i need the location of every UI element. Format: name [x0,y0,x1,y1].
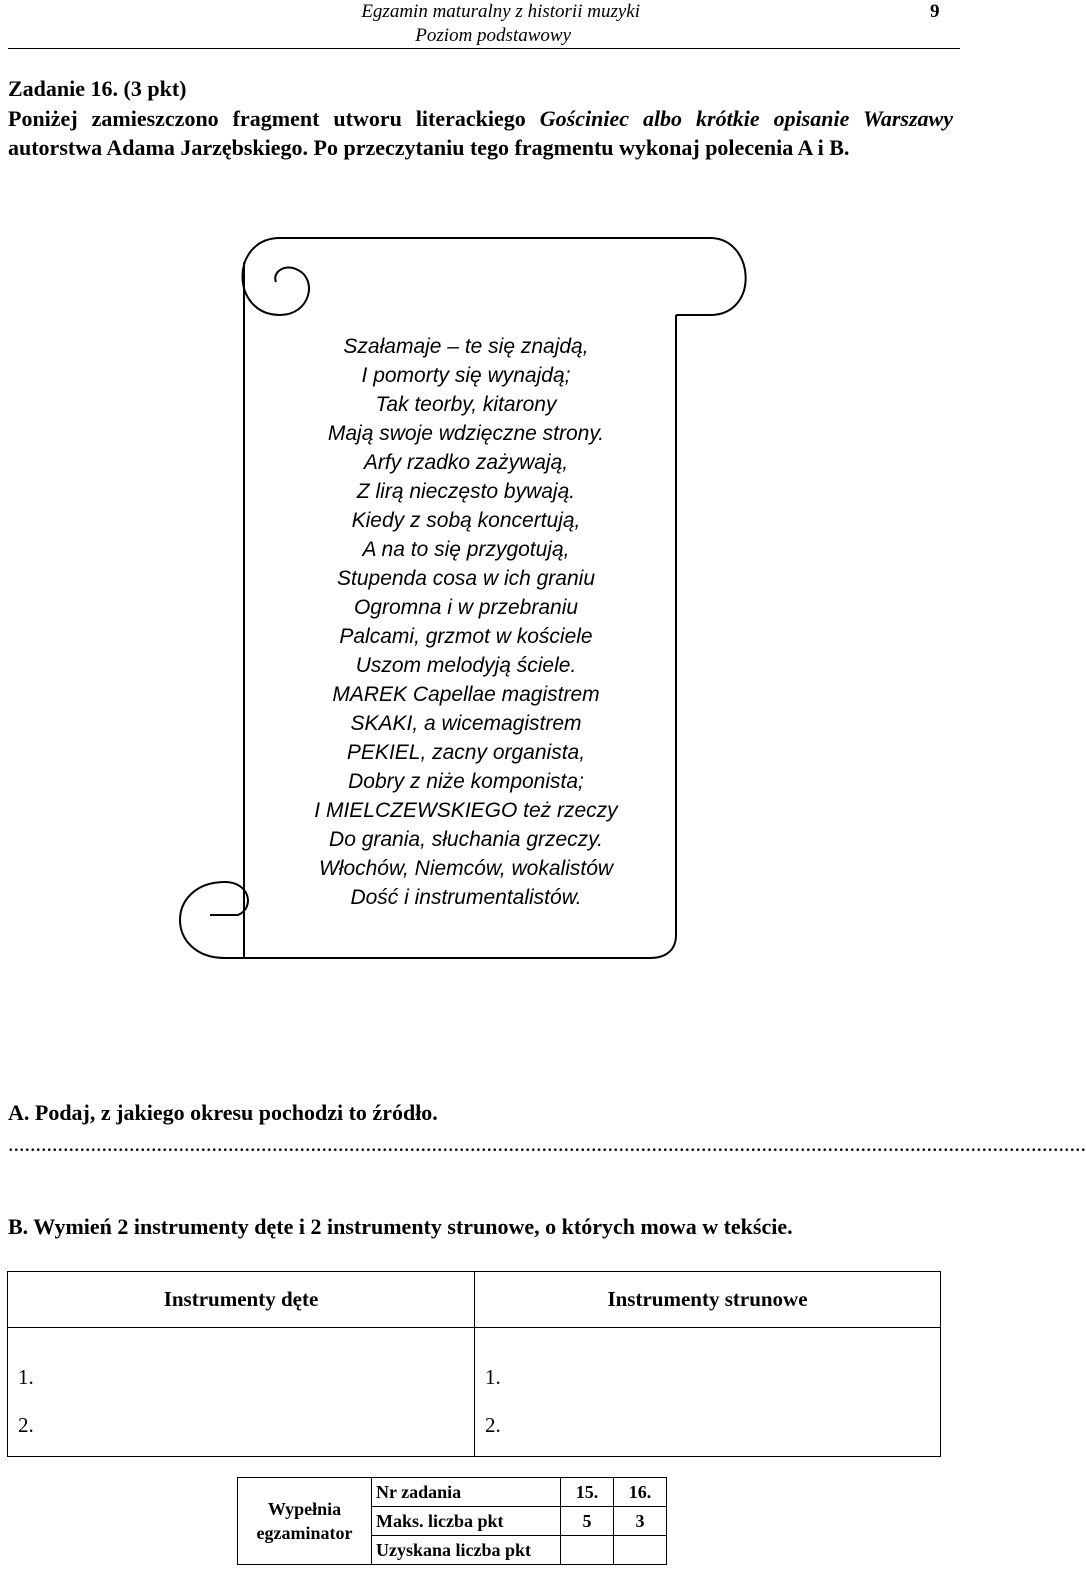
page-number: 9 [930,1,940,22]
poem-line: Tak teorby, kitarony [375,393,557,416]
poem-line: Arfy rzadko zażywają, [363,451,569,474]
poem-line: Kiedy z sobą koncertują, [351,509,581,532]
score-row-label: Uzyskana liczba pkt [372,1536,561,1565]
score-cell-obtained[interactable] [561,1536,614,1565]
question-a: A. Podaj, z jakiego okresu pochodzi to źródło. [8,1100,438,1125]
examiner-label: Wypełnia egzaminator [238,1478,372,1565]
score-cell: 15. [561,1478,614,1507]
poem-line: Palcami, grzmot w kościele [339,625,593,648]
work-title: Gościniec albo krótkie opisanie Warszawy [539,106,953,131]
score-cell-obtained[interactable] [614,1536,667,1565]
instruments-table [7,1271,941,1457]
score-cell: 16. [614,1478,667,1507]
table-header-row [8,1272,941,1328]
poem-line: Szałamaje – te się znajdą, [343,335,589,358]
score-box [237,1477,667,1565]
wind-answer-2[interactable]: 2. [8,1394,475,1457]
header-wind-instruments: Instrumenty dęte [8,1272,475,1328]
poem-line: I MIELCZEWSKIEGO też rzeczy [314,799,618,822]
intro-text-1: Poniżej zamieszczono fragment utworu literackiego [8,106,540,131]
poem-line: Uszom melodyją ściele. [355,654,577,677]
poem-line: Z lirą nieczęsto bywają. [356,480,576,503]
question-b: B. Wymień 2 instrumenty dęte i 2 instrumenty strunowe, o których mowa w tekście. [8,1214,793,1239]
poem-line: Do grania, słuchania grzeczy. [329,828,603,851]
answer-line-a[interactable]: .................................................................................................................................................................................................... [8,1131,1086,1156]
poem-line: Dobry z niże komponista; [348,770,584,793]
header-string-instruments: Instrumenty strunowe [475,1272,941,1328]
poem-line: Stupenda cosa w ich graniu [337,567,595,590]
table-row [8,1328,941,1395]
wind-answer-1[interactable]: 1. [8,1328,475,1395]
poem-line: Mają swoje wdzięczne strony. [327,422,605,445]
poem-line: MAREK Capellae magistrem [332,683,600,706]
poem-line: PEKIEL, zacny organista, [346,741,586,764]
table-row [8,1394,941,1457]
header-subtitle: Poziom podstawowy [415,25,571,46]
poem-line: A na to się przygotują, [362,538,570,561]
poem-line: Włochów, Niemców, wokalistów [318,857,614,880]
task-title: Zadanie 16. (3 pkt) [8,76,187,101]
poem-line: Dość i instrumentalistów. [350,886,582,909]
poem-line: Ogromna i w przebraniu [353,596,579,619]
poem-fragment [256,332,676,912]
poem-line: I pomorty się wynajdą; [361,364,571,387]
score-row [238,1478,667,1507]
intro-text-2: autorstwa Adama Jarzębskiego. Po przeczytaniu tego fragmentu wykonaj polecenia A i B. [8,135,850,160]
score-row-label: Maks. liczba pkt [372,1507,561,1536]
string-answer-2[interactable]: 2. [475,1394,941,1457]
poem-line: SKAKI, a wicemagistrem [350,712,582,735]
score-cell: 5 [561,1507,614,1536]
string-answer-1[interactable]: 1. [475,1328,941,1395]
score-row-label: Nr zadania [372,1478,561,1507]
score-cell: 3 [614,1507,667,1536]
header-title: Egzamin maturalny z historii muzyki [361,1,640,22]
